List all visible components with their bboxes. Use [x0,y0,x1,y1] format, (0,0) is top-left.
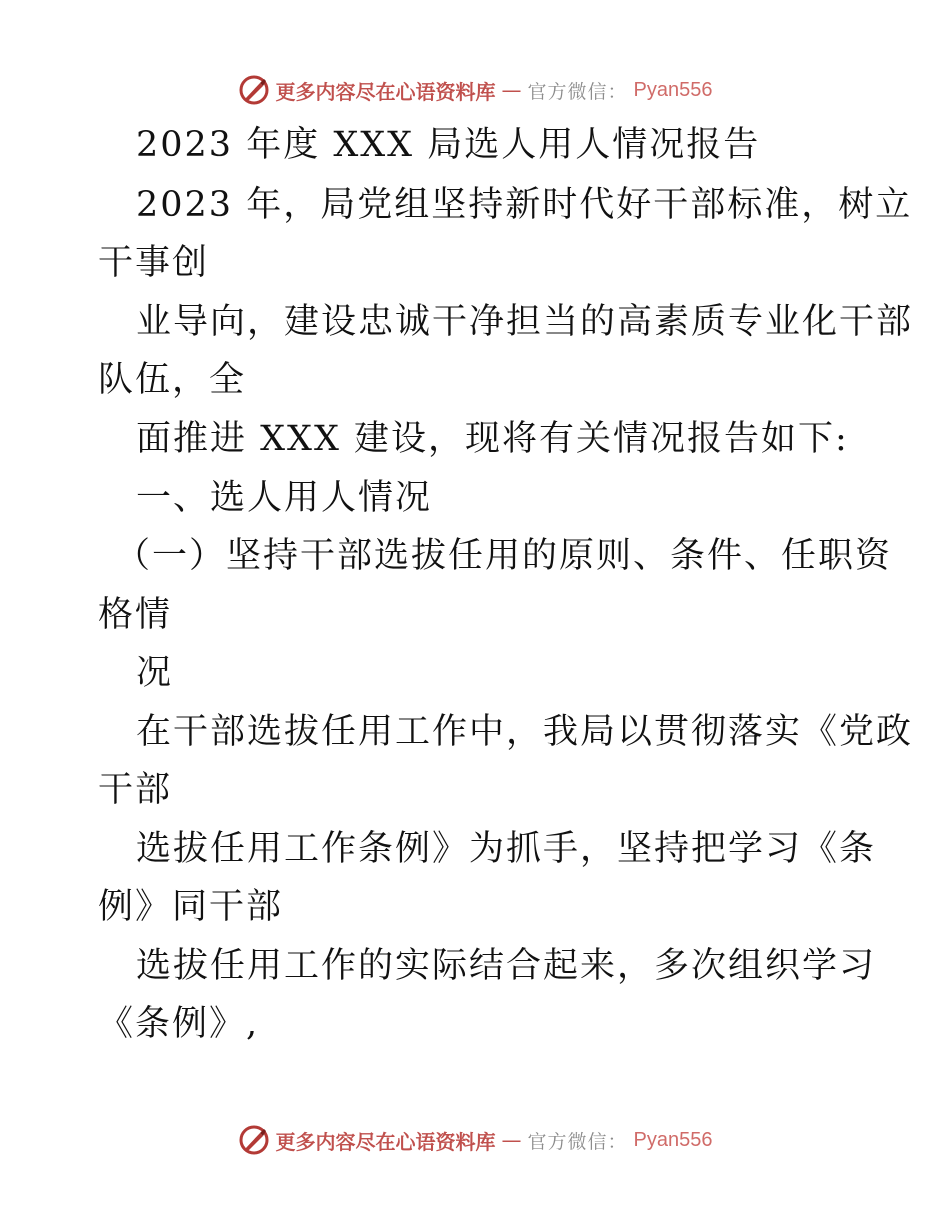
subsection-heading: （一）坚持干部选拔任用的原则、条件、任职资 [115,536,893,576]
banner-wechat-label: 官方微信： [527,80,628,103]
document-title: 2023 年度 XXX 局选人用人情况报告 [136,125,761,165]
section-heading: 一、选人用人情况 [136,478,433,518]
banner-wechat-id: Pyan556 [633,78,713,101]
footer-banner [0,1120,950,1160]
paragraph-line: 选拔任用工作条例》为抓手，坚持把学习《条 [136,829,877,869]
paragraph-line: 选拔任用工作的实际结合起来，多次组织学习 [136,946,877,986]
paragraph-line: 队伍，全 [98,360,247,400]
paragraph-line: 业导向，建设忠诚干净担当的高素质专业化干部 [136,302,914,342]
banner-wechat-id: Pyan556 [633,1128,713,1151]
paragraph-line: 2023 年，局党组坚持新时代好干部标准，树立 [136,185,913,225]
banner-site-name: 更多内容尽在心语资料库 [275,1129,496,1154]
paragraph-line: 格情 [98,595,173,635]
header-banner [0,70,950,110]
paragraph-line: 在干部选拔任用工作中，我局以贯彻落实《党政 [136,712,914,752]
paragraph-line: 干事创 [98,243,210,283]
pen-logo-icon [238,1124,270,1156]
paragraph-line: 例》同干部 [98,887,284,927]
pen-logo-icon [238,74,270,106]
paragraph-line: 况 [136,653,174,693]
banner-dash: — [501,78,522,102]
paragraph-line: 《条例》, [98,1004,260,1044]
banner-dash: — [501,1128,522,1152]
paragraph-line: 干部 [98,770,173,810]
banner-site-name: 更多内容尽在心语资料库 [275,79,496,104]
banner-wechat-label: 官方微信： [527,1130,628,1153]
paragraph-line: 面推进 XXX 建设，现将有关情况报告如下: [136,419,849,459]
